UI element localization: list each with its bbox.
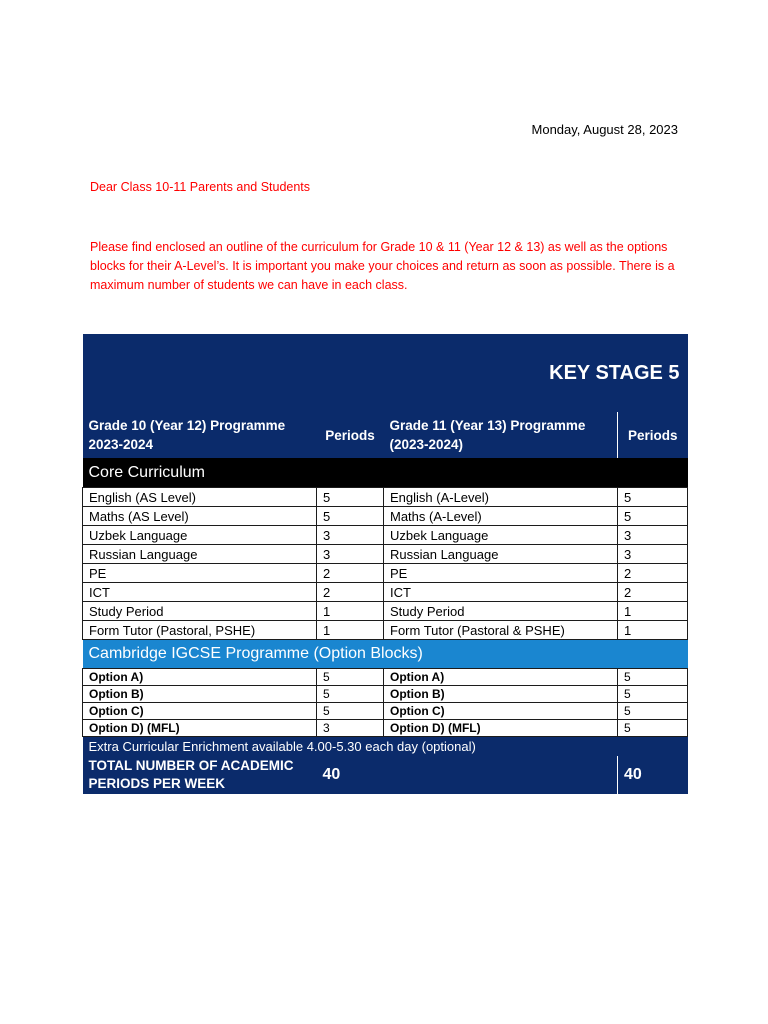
grade10-subject: English (AS Level) <box>83 488 317 507</box>
grade11-subject: Option A) <box>384 669 618 686</box>
grade10-subject: Russian Language <box>83 545 317 564</box>
curriculum-table <box>82 334 688 794</box>
grade10-periods: 5 <box>317 669 384 686</box>
grade10-heading: Grade 10 (Year 12) Programme 2023-2024 <box>83 412 317 458</box>
table-row <box>83 488 688 507</box>
grade11-periods: 2 <box>618 583 688 602</box>
grade11-subject: Russian Language <box>384 545 618 564</box>
total-periods-label: TOTAL NUMBER OF ACADEMIC PERIODS PER WEEK <box>83 756 317 794</box>
grade11-periods: 3 <box>618 545 688 564</box>
table-row <box>83 669 688 686</box>
grade11-subject: English (A-Level) <box>384 488 618 507</box>
grade10-subject: Study Period <box>83 602 317 621</box>
table-row <box>83 703 688 720</box>
grade10-periods: 5 <box>317 703 384 720</box>
grade11-periods: 1 <box>618 602 688 621</box>
grade11-subject: PE <box>384 564 618 583</box>
grade11-subject: ICT <box>384 583 618 602</box>
grade10-periods: 3 <box>317 545 384 564</box>
grade11-subject: Option D) (MFL) <box>384 720 618 737</box>
grade11-periods: 1 <box>618 621 688 640</box>
grade11-subject: Study Period <box>384 602 618 621</box>
grade10-subject: PE <box>83 564 317 583</box>
grade11-periods: 5 <box>618 669 688 686</box>
grade10-periods: 2 <box>317 583 384 602</box>
extra-curricular-note: Extra Curricular Enrichment available 4.00-5.30 each day (optional) <box>83 737 688 757</box>
table-row <box>83 526 688 545</box>
grade10-periods: 1 <box>317 602 384 621</box>
grade11-subject: Option B) <box>384 686 618 703</box>
intro-paragraph: Please find enclosed an outline of the curriculum for Grade 10 & 11 (Year 12 & 13) as well as the options blocks for their A-Level’s. It is important you make your choices and return as soon as possible. There is a maximum number of students we can have in each class. <box>90 240 675 292</box>
grade11-periods: 2 <box>618 564 688 583</box>
table-row <box>83 720 688 737</box>
core-section-heading: Core Curriculum <box>83 458 688 488</box>
grade10-subject: Maths (AS Level) <box>83 507 317 526</box>
grade10-periods: 2 <box>317 564 384 583</box>
grade10-subject: Option B) <box>83 686 317 703</box>
grade10-subject: ICT <box>83 583 317 602</box>
grade11-periods: 5 <box>618 686 688 703</box>
grade11-periods: 5 <box>618 488 688 507</box>
grade11-periods: 5 <box>618 507 688 526</box>
grade10-subject: Form Tutor (Pastoral, PSHE) <box>83 621 317 640</box>
grade10-periods: 3 <box>317 526 384 545</box>
grade10-subject: Option D) (MFL) <box>83 720 317 737</box>
grade11-periods: 3 <box>618 526 688 545</box>
grade11-subject: Form Tutor (Pastoral & PSHE) <box>384 621 618 640</box>
grade11-total-periods: 40 <box>618 756 688 794</box>
grade11-subject: Maths (A-Level) <box>384 507 618 526</box>
letter-date: Monday, August 28, 2023 <box>531 122 678 137</box>
grade10-subject: Option A) <box>83 669 317 686</box>
grade11-subject: Uzbek Language <box>384 526 618 545</box>
salutation: Dear Class 10-11 Parents and Students <box>90 180 311 194</box>
grade10-periods-heading: Periods <box>317 412 384 458</box>
grade11-periods: 5 <box>618 703 688 720</box>
grade11-heading: Grade 11 (Year 13) Programme (2023-2024) <box>384 412 618 458</box>
grade11-subject: Option C) <box>384 703 618 720</box>
grade11-periods: 5 <box>618 720 688 737</box>
table-row <box>83 545 688 564</box>
table-title: KEY STAGE 5 <box>83 334 688 412</box>
table-row <box>83 583 688 602</box>
table-row <box>83 686 688 703</box>
table-row <box>83 564 688 583</box>
option-rows <box>83 669 688 737</box>
total-spacer <box>384 756 618 794</box>
table-row <box>83 602 688 621</box>
grade10-periods: 5 <box>317 507 384 526</box>
grade11-periods-heading: Periods <box>618 412 688 458</box>
grade10-periods: 1 <box>317 621 384 640</box>
grade10-total-periods: 40 <box>317 756 384 794</box>
grade10-periods: 5 <box>317 488 384 507</box>
core-rows <box>83 488 688 640</box>
grade10-subject: Uzbek Language <box>83 526 317 545</box>
grade10-subject: Option C) <box>83 703 317 720</box>
table-row <box>83 507 688 526</box>
grade10-periods: 5 <box>317 686 384 703</box>
table-row <box>83 621 688 640</box>
grade10-periods: 3 <box>317 720 384 737</box>
options-section-heading: Cambridge IGCSE Programme (Option Blocks) <box>83 640 688 669</box>
